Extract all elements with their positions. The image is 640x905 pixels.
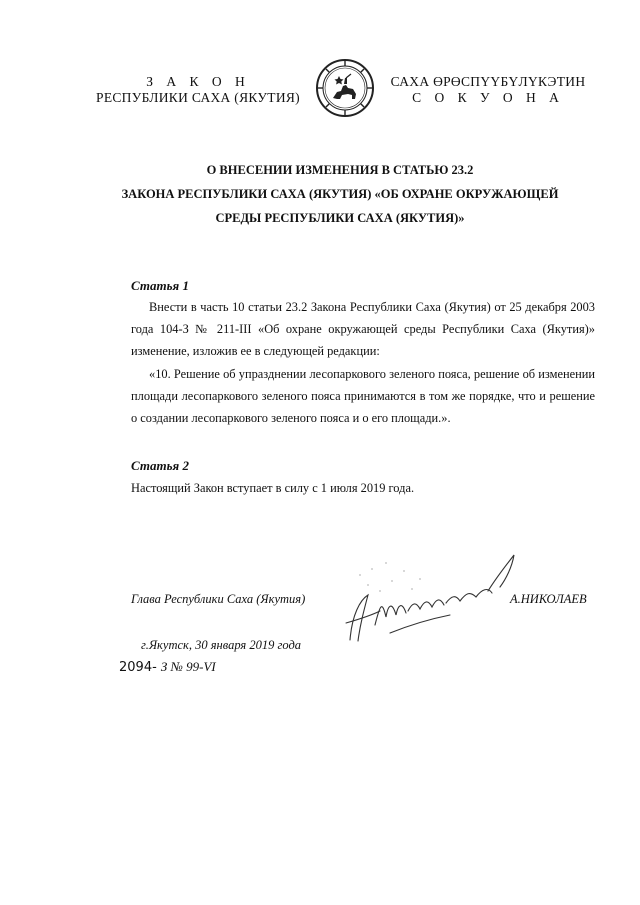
- header-right-block: [378, 74, 598, 106]
- handwritten-signature-icon: [320, 545, 540, 655]
- article-1-paragraph-1: Внести в часть 10 статьи 23.2 Закона Республики Саха (Якутия) от 25 декабря 2003 года 104-З № 211-III «Об охране окружающей среды Республики Саха (Якутия)» изменение, изложив ее в следующей редакции:: [131, 300, 595, 358]
- document-title-line-3: СРЕДЫ РЕСПУБЛИКИ САХА (ЯКУТИЯ)»: [215, 211, 465, 225]
- place-and-date: г.Якутск, 30 января 2019 года: [141, 638, 302, 652]
- header-right-republic: САХА ӨРӨСПҮҮБҮЛҮКЭТИН: [390, 74, 586, 89]
- registration-prefix: 2094-: [119, 660, 157, 675]
- document-title-line-1: О ВНЕСЕНИИ ИЗМЕНЕНИЯ В СТАТЬЮ 23.2: [206, 163, 474, 177]
- header-right-law-word: С О К У О Н А: [412, 90, 564, 105]
- registration-law-number: З № 99-VI: [160, 659, 216, 674]
- document-title-line-2: ЗАКОНА РЕСПУБЛИКИ САХА (ЯКУТИЯ) «ОБ ОХРАНЕ ОКРУЖАЮЩЕЙ: [121, 187, 559, 201]
- registration-number: [119, 659, 216, 675]
- article-2-heading: Статья 2: [131, 458, 189, 473]
- signatory-position: Глава Республики Саха (Якутия): [131, 592, 306, 606]
- header-left-republic: РЕСПУБЛИКИ САХА (ЯКУТИЯ): [96, 90, 300, 105]
- article-1-paragraph-2: «10. Решение об упразднении лесопаркового зеленого пояса, решение об изменении площади лесопаркового зеленого пояса принимаются в том же порядке, что и решение о создании лесопаркового зеленого пояса и о его площади.».: [131, 367, 595, 425]
- header-left-block: [88, 74, 308, 106]
- coat-of-arms-emblem-icon: [315, 58, 375, 118]
- article-2-paragraph-1: Настоящий Закон вступает в силу с 1 июля 2019 года.: [131, 481, 415, 495]
- signatory-name: А.НИКОЛАЕВ: [510, 592, 587, 606]
- article-1-heading: Статья 1: [131, 278, 189, 293]
- header-left-law-word: З А К О Н: [146, 74, 250, 89]
